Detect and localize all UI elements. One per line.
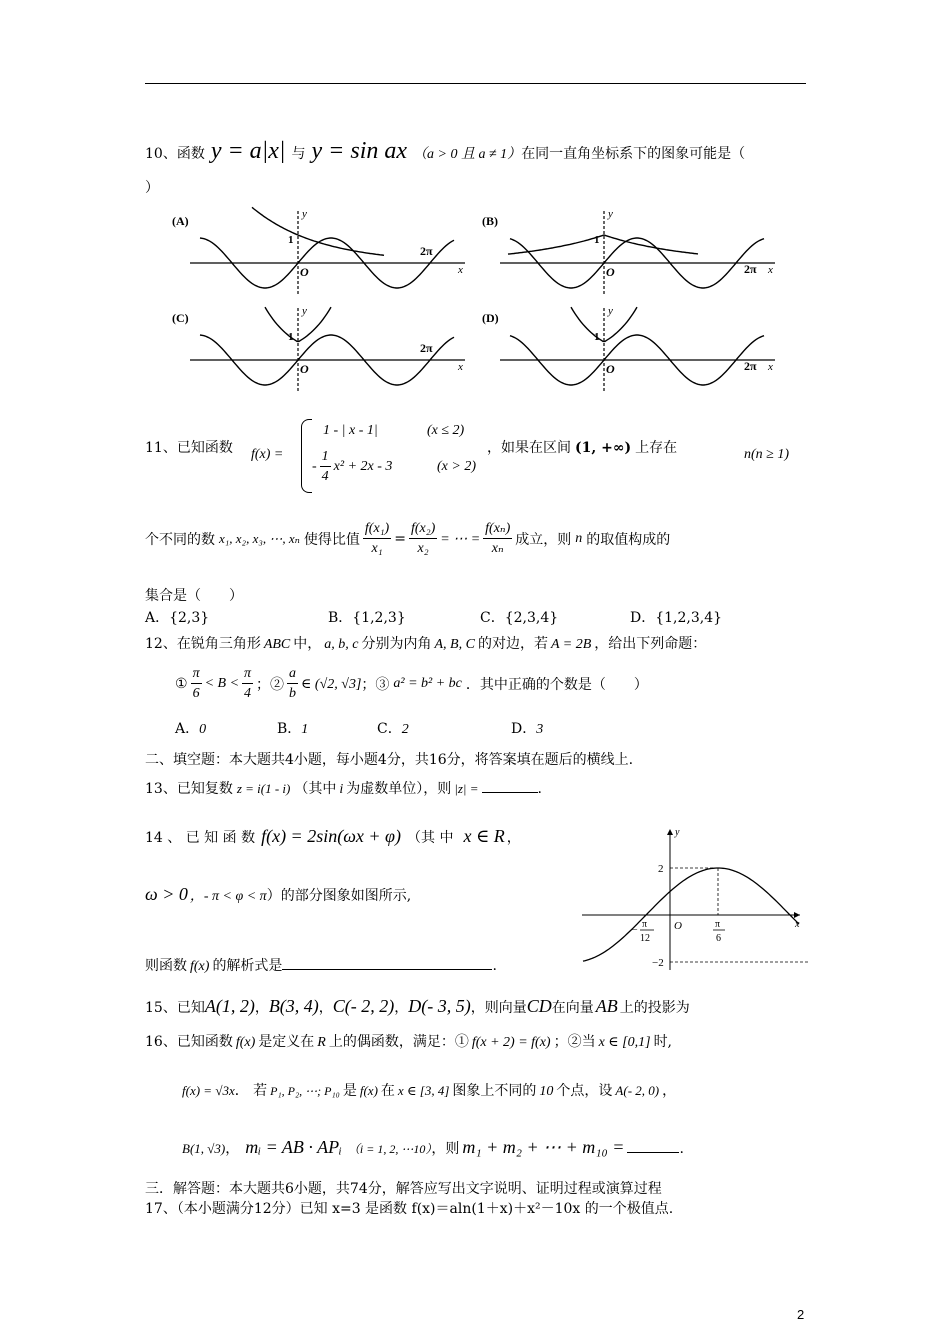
q15-line: 15、已知A(1, 2)，B(3, 4)，C(- 2, 2)，D(- 3, 5)，则向量CD在向量 AB 上的投影为 <box>145 996 690 1016</box>
one-label: 1 <box>288 234 294 246</box>
q11-cond2: (x > 2) <box>437 459 476 474</box>
q12-option-d: D．3 <box>511 721 544 737</box>
ymax-label: 2 <box>658 863 664 875</box>
y-label: y <box>608 208 613 220</box>
origin-label: O <box>606 362 615 376</box>
q11-cond1: (x ≤ 2) <box>427 423 465 438</box>
y-label: y <box>302 208 307 220</box>
y-label: y <box>675 827 680 838</box>
q13-answer-blank <box>482 792 538 793</box>
graph-tag: (C) <box>172 311 189 325</box>
ymin-label: −2 <box>652 957 664 969</box>
q16-line2: f(x) = √3x． 若 P₁, P₂, ⋯; P₁₀ 是 f(x) 在 x ∈ [3, 4] 图象上不同的 10 个点，设 A(- 2, 0) ， <box>182 1083 677 1099</box>
x-label: x <box>458 264 463 276</box>
graph-tag: (D) <box>482 311 499 325</box>
q10-line1: 10、函数 y = a|x| 与 y = sin ax （a > 0 且 a ≠ 1）在同一直角坐标系下的图象可能是（ <box>145 138 746 164</box>
q11-option-a: A．{2,3} <box>145 610 210 626</box>
one-label: 1 <box>594 234 600 246</box>
q11-option-d: D．{1,2,3,4} <box>630 610 723 626</box>
origin-label: O <box>606 265 615 279</box>
xl-num: π <box>642 919 648 930</box>
q10-close: ） <box>145 180 159 196</box>
q12-line1: 12、在锐角三角形 ABC 中， a, b, c 分别为内角 A, B, C 的对边，若 A = 2B ，给出下列命题： <box>145 636 707 652</box>
header-rule <box>145 83 806 84</box>
period-label: 2π <box>744 262 757 276</box>
y-label: y <box>608 305 613 317</box>
section-2-heading: 二、填空题：本大题共4小题，每小题4分，共16分，将答案填在题后的横线上. <box>145 752 634 768</box>
period-label: 2π <box>420 341 433 355</box>
q10-graph-b <box>482 208 775 295</box>
q11-case2: - $\frac{1}{4}$ x² + 2x - 3 <box>312 449 393 484</box>
q11-mid: ，如果在区间 (1, +∞) 上存在 <box>487 440 678 456</box>
one-label: 1 <box>594 331 600 343</box>
q11-option-b: B．{1,2,3} <box>328 610 406 626</box>
y-label: y <box>302 305 307 317</box>
period-label: 2π <box>744 359 757 373</box>
graph-tag: (A) <box>172 214 189 228</box>
q11-line2: 个不同的数 x₁, x₂, x₃, ⋯, xₙ 使得比值 $\frac{\text{f(x₁)}}{\text{x₁}}$ = $\frac{\text{f(x₂)}}{\text{x₂}}$ = ⋯ = $\frac{\text{f(xₙ)}}{\text{xₙ}}$ 成立，则 n 的取值构成的 <box>145 521 671 556</box>
q14-sine-graph <box>578 825 808 975</box>
q12-option-b: B．1 <box>277 721 309 737</box>
period-label: 2π <box>420 244 433 258</box>
q10-graph-d <box>482 305 775 392</box>
x-arrow <box>794 912 800 918</box>
q11-label: 11、已知函数 <box>145 440 233 456</box>
section-3-heading: 三．解答题：本大题共6小题，共74分，解答应写出文字说明、证明过程或演算过程 <box>145 1181 662 1197</box>
q11-option-c: C．{2,3,4} <box>480 610 559 626</box>
q13-line: 13、已知复数 z = i(1 - i) （其中 i 为虚数单位），则 |z| = . <box>145 781 542 797</box>
q10-graph-c <box>172 305 465 392</box>
xl-sign: − <box>632 925 638 936</box>
origin-label: O <box>300 362 309 376</box>
origin-label: O <box>674 920 682 932</box>
origin-label: O <box>300 265 309 279</box>
q14-line1: 14 、 已 知 函 数 f(x) = 2sin(ωx + φ) （其 中 x ∈ R ， <box>145 826 521 846</box>
q12-option-c: C．2 <box>377 721 409 737</box>
graph-tag: (B) <box>482 214 498 228</box>
q11-fx: f(x) = <box>251 447 284 462</box>
xr-num: π <box>715 919 721 930</box>
q14-line2: ω > 0 ，- π < φ < π）的部分图象如图所示, <box>145 884 412 904</box>
x-label: x <box>768 264 773 276</box>
q14-line3: 则函数 f(x) 的解析式是 . <box>145 958 497 974</box>
q17-line: 17、（本小题满分12分）已知 x=3 是函数 f(x)＝aln(1＋x)＋x²－10x 的一个极值点. <box>145 1201 674 1217</box>
q11-n-expr: n(n ≥ 1) <box>744 447 790 462</box>
exp-curve <box>508 235 698 254</box>
q10-graph-a <box>172 207 465 295</box>
page-number: 2 <box>797 1307 805 1322</box>
q11-line3: 集合是（ ） <box>145 588 243 604</box>
q10-expr1: y = a|x| <box>210 138 286 164</box>
q16-answer-blank <box>627 1152 679 1153</box>
x-label: x <box>795 919 800 930</box>
exp-curve <box>252 207 384 255</box>
q12-option-a: A．0 <box>175 721 207 737</box>
q11-case1: 1 - | x - 1| <box>323 423 378 438</box>
q16-line1: 16、已知函数 f(x) 是定义在 R 上的偶函数，满足：① f(x + 2) = f(x) ；②当 x ∈ [0,1] 时, <box>145 1034 673 1050</box>
xr-den: 6 <box>716 933 721 944</box>
one-label: 1 <box>288 331 294 343</box>
q12-line2: ① $\frac{\pi}{6}$ < B < $\frac{\pi}{4}$ ；② $\frac{a}{b}$ ∈ (√2, √3] ；③ a² = b² + bc ．其中正确的个数是（ ） <box>175 666 648 701</box>
q11-brace <box>301 419 312 493</box>
y-arrow <box>667 829 673 835</box>
q10-graph-options <box>170 205 790 395</box>
x-label: x <box>768 361 773 373</box>
q16-line3: B(1, √3)， mᵢ = AB · APᵢ （i = 1, 2, ⋯10），则 m₁ + m₂ + ⋯ + m₁₀ = . <box>182 1137 684 1157</box>
x-label: x <box>458 361 463 373</box>
q14-answer-blank <box>282 969 492 970</box>
xl-den: 12 <box>640 933 650 944</box>
q10-expr2: y = sin ax <box>311 138 408 164</box>
